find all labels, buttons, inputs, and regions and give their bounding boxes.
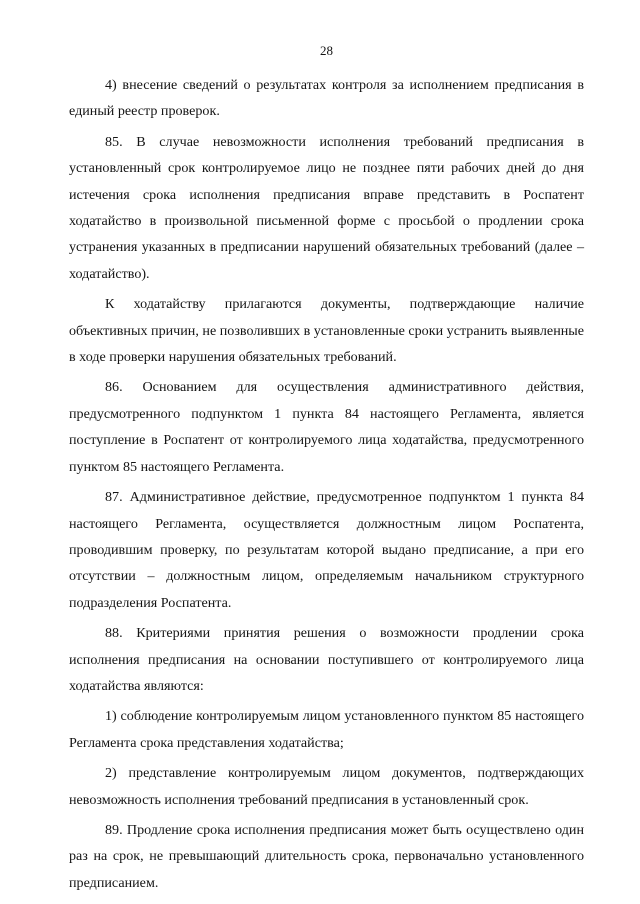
paragraph-85-attachments: К ходатайству прилагаются документы, подтверждающие наличие объективных причин, не позволивших в установленные сроки устранить выявленные в ходе проверки нарушения обязательных требований. — [69, 296, 584, 366]
paragraph-87: 87. Административное действие, предусмотренное подпунктом 1 пункта 84 настоящего Регламента, осуществляется должностным лицом Роспатента, проводившим проверку, по результатам которой выдано предписание, а при его отсутствии – должностным лицом, определяемым начальником структурного подразделения Роспатента. — [69, 489, 584, 611]
page-number: 28 — [320, 43, 333, 58]
paragraph-item-4: 4) внесение сведений о результатах контроля за исполнением предписания в единый реестр проверок. — [69, 77, 584, 120]
paragraph-88-criterion-1: 1) соблюдение контролируемым лицом установленного пунктом 85 настоящего Регламента срока представления ходатайства; — [69, 708, 584, 751]
paragraph-88: 88. Критериями принятия решения о возможности продлении срока исполнения предписания на основании поступившего от контролируемого лица ходатайства являются: — [69, 625, 584, 694]
paragraph-88-criterion-2: 2) представление контролируемым лицом документов, подтверждающих невозможность исполнения требований предписания в установленный срок. — [69, 765, 584, 808]
paragraph-85: 85. В случае невозможности исполнения требований предписания в установленный срок контролируемое лицо не позднее пяти рабочих дней до дня истечения срока исполнения предписания вправе представить в Роспатент ходатайство в произвольной письменной форме с просьбой о продлении срока устранения указанных в предписании нарушений обязательных требований (далее – ходатайство). — [69, 133, 584, 282]
paragraph-89: 89. Продление срока исполнения предписания может быть осуществлено один раз на срок, не превышающий длительность срока, первоначально установленного предписанием. — [69, 821, 584, 891]
paragraph-86: 86. Основанием для осуществления административного действия, предусмотренного подпунктом 1 пункта 84 настоящего Регламента, является поступление в Роспатент от контролируемого лица ходатайства, предусмотренного пунктом 85 настоящего Регламента. — [69, 379, 584, 475]
